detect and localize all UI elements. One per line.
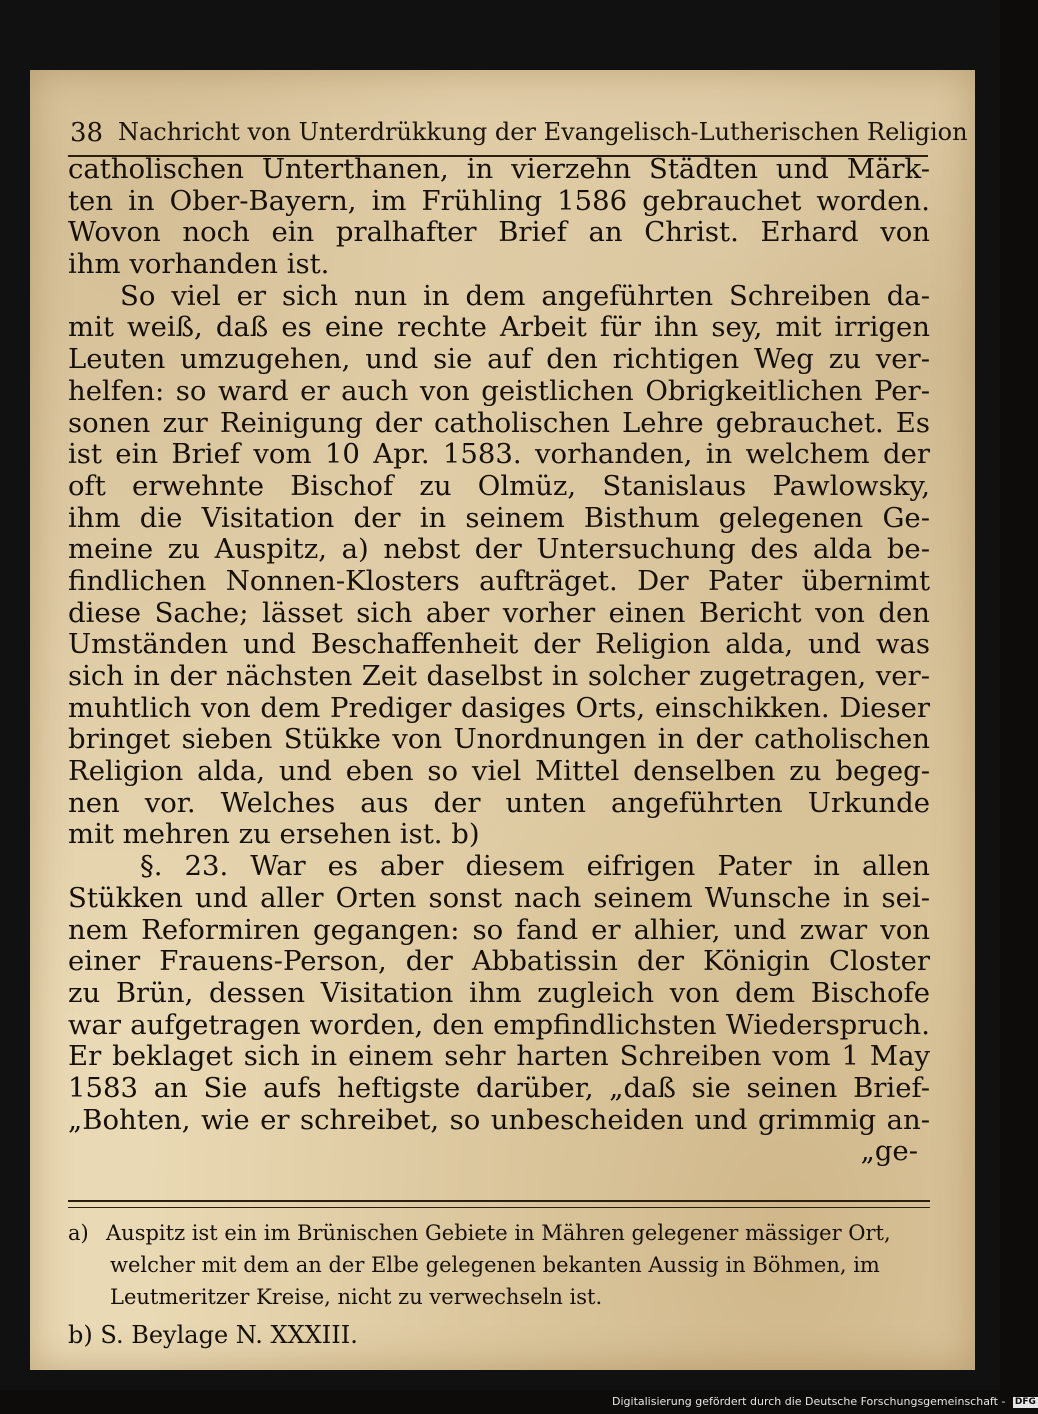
text-line: meine zu Auspitz, a) nebst der Untersuchung des alda be- [68, 533, 930, 566]
text-line: sich in der nächsten Zeit daselbst in solcher zugetragen, ver- [68, 660, 930, 692]
book-page [30, 70, 975, 1370]
text-line: oft erwehnte Bischof zu Olmüz, Stanislaus Pawlowsky, [68, 469, 930, 502]
footnote-rule [68, 1200, 930, 1202]
text-line: war aufgetragen worden, den empfindlichsten Wiederspruch. [68, 1008, 930, 1041]
body-text [68, 154, 930, 1168]
credit-text: Digitalisierung gefördert durch die Deutsche Forschungsgemeinschaft - [612, 1395, 1006, 1408]
text-line: Religion alda, und eben so viel Mittel denselben zu begeg- [68, 755, 930, 788]
text-line: „Bohten, wie er schreibet, so unbescheiden und grimmig an- [68, 1103, 930, 1136]
text-line: findlichen Nonnen-Klosters aufträget. Der Pater übernimt [68, 564, 930, 597]
text-line: helfen: so ward er auch von geistlichen Obrigkeitlichen Per- [68, 374, 930, 407]
footnote-a-label: a) [68, 1221, 89, 1245]
text-line: Stükken und aller Orten sonst nach seinem Wunsche in sei- [68, 881, 930, 914]
footnote-a-line: welcher mit dem an der Elbe gelegenen bekanten Aussig in Böhmen, im [110, 1253, 880, 1277]
running-head: Nachricht von Unterdrükkung der Evangelisch-Lutherischen Religion [118, 118, 968, 146]
footnote-a-text: Auspitz ist ein im Brünischen Gebiete in Mähren gelegener mässiger Ort, [106, 1221, 891, 1245]
text-line: diese Sache; lässet sich aber vorher einen Bericht von den [68, 596, 930, 629]
text-line: nen vor. Welches aus der unten angeführten Urkunde [68, 786, 930, 819]
text-line: mit weiß, daß es eine rechte Arbeit für ihn sey, mit irrigen [68, 311, 930, 344]
text-line: ist ein Brief vom 10 Apr. 1583. vorhanden, in welchem der [68, 438, 930, 471]
text-line: bringet sieben Stükke von Unordnungen in der catholischen [68, 723, 930, 756]
text-line: So viel er sich nun in dem angeführten Schreiben da- [120, 279, 930, 312]
text-line: ihm die Visitation der in seinem Bisthum gelegenen Ge- [68, 501, 930, 534]
text-line: einer Frauens-Person, der Abbatissin der Königin Closter [68, 945, 930, 978]
footnote-rule-thin [68, 1207, 930, 1208]
digitization-credit [612, 1395, 1036, 1408]
text-line: Wovon noch ein pralhafter Brief an Christ. Erhard von [68, 216, 930, 249]
footnote-a-line [68, 1217, 930, 1249]
catchword: „ge- [860, 1135, 918, 1168]
footnote-a-line: Leutmeritzer Kreise, nicht zu verwechseln ist. [110, 1285, 603, 1309]
page-number: 38 [70, 118, 104, 148]
dfg-logo-icon: DFG [1014, 1396, 1036, 1407]
footnotes [68, 1217, 930, 1351]
text-line: Umständen und Beschaffenheit der Religion alda, und was [68, 628, 930, 661]
text-line: mit mehren zu ersehen ist. b) [68, 818, 480, 851]
text-line: Leuten umzugehen, und sie auf den richtigen Weg zu ver- [68, 343, 930, 376]
text-line: catholischen Unterthanen, in vierzehn Städten und Märk- [68, 153, 930, 185]
text-line: nem Reformiren gegangen: so fand er alhier, und zwar von [68, 913, 930, 946]
text-line: Er beklaget sich in einem sehr harten Schreiben vom 1 May [68, 1040, 930, 1073]
text-line: ihm vorhanden ist. [68, 248, 330, 281]
text-line: ten in Ober-Bayern, im Frühling 1586 gebrauchet worden. [68, 184, 930, 217]
text-line: muhtlich von dem Prediger dasiges Orts, einschikken. Dieser [68, 691, 930, 724]
section-heading-line: §. 23. War es aber diesem eifrigen Pater in allen [140, 850, 930, 883]
text-line: 1583 an Sie aufs heftigste darüber, „daß sie seinen Brief- [68, 1071, 930, 1104]
footnote-b: b) S. Beylage N. XXXIII. [68, 1321, 358, 1349]
text-line: sonen zur Reinigung der catholischen Lehre gebrauchet. Es [68, 406, 930, 439]
text-line: zu Brün, dessen Visitation ihm zugleich von dem Bischofe [68, 976, 930, 1009]
